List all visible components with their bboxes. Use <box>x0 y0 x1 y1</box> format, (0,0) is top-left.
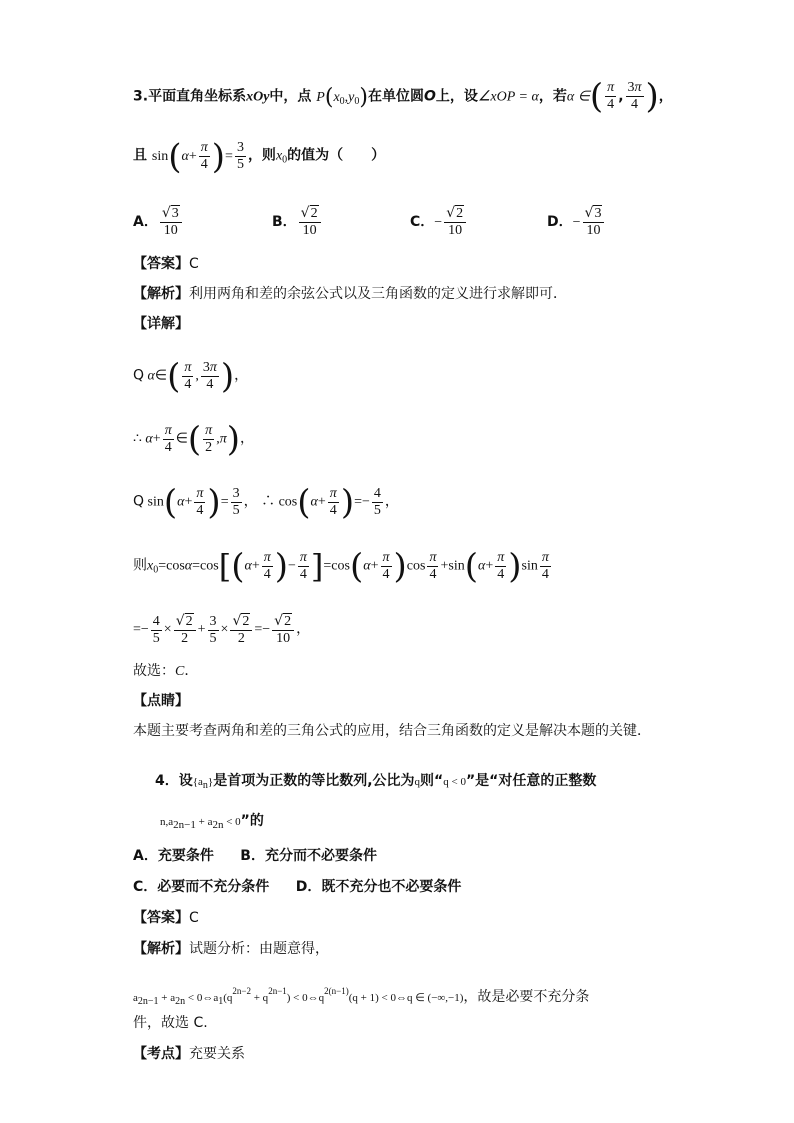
q3-option-b[interactable]: B． $\frac{√2}{10}$ <box>272 205 323 239</box>
q3-options <box>133 205 653 239</box>
q3-stem-text-d: 上，设 <box>435 88 478 105</box>
q4-formula-expr: $a2n-1 + a2n < 0\Leftrightarrow a1(q^{2n-2} + q^{2n-1})$ < $0\Leftrightarrow q^{2(n-1)}(q + 1)$ < 0⇔q ∈ (−∞,−1) <box>133 986 464 1007</box>
q3-answer <box>133 254 199 274</box>
q3-analysis-tag: 【解析】 <box>133 286 189 302</box>
q3-analysis <box>133 284 567 304</box>
q3-stem-text-c: 在单位圆 <box>367 88 424 105</box>
q3-answer-tag: 【答案】 <box>133 256 189 272</box>
q3-stem-line2: 且 sin(α+ $\frac{\pi}{4}$ )= $\frac{3}{5}$ ，则$x_0$的值为（ ） <box>133 136 386 177</box>
q3-stem-text-f: 且 <box>133 147 147 164</box>
q3-stem-text: 平面直角坐标系 <box>148 88 247 105</box>
q4-options-row1 <box>133 846 377 866</box>
q3-step-2: ∴ α+ $\frac{\pi}{4}$ ∈( $\frac{\pi}{2}$ ,π)， <box>133 419 254 460</box>
q4-option-b[interactable]: B．充分而不必要条件 <box>240 848 377 864</box>
q4-answer: 【答案】C <box>133 910 199 926</box>
q4-options-row2 <box>133 877 461 897</box>
q3-origin: O <box>423 88 436 105</box>
q4-stem-line1: 4．设{an}是首项为正数的等比数列,公比为q则“q < 0”是“对任意的正整数 <box>155 773 597 791</box>
q4-formula: $a2n-1 + a2n < 0\Leftrightarrow a1(q^{2n-2} + q^{2n-1})$ < $0\Leftrightarrow q^{2(n-1)}(q + 1)$ < 0⇔q ∈ (−∞,−1)，故是必要不充分条 <box>133 986 590 1007</box>
q3-stem-text-h: 的值为（ ） <box>287 147 386 164</box>
q3-comment: 本题主要考查两角和差的三角公式的应用，结合三角函数的定义是解决本题的关键． <box>133 723 651 739</box>
q3-step-3: Q sin(α+ $\frac{\pi}{4}$ )= $\frac{3}{5}$ ， ∴ cos(α+ $\frac{\pi}{4}$ )=− $\frac{4}{5}$ ， <box>133 482 399 523</box>
q3-step-5: =− $\frac{4}{5}$ × $\frac{√2}{2}$ + $\frac{3}{5}$ × $\frac{√2}{2}$ =− $\frac{√2}{10}$ ， <box>133 613 311 646</box>
q3-step-4: 则$x_0=\cos\alpha=\cos[(\alpha+$ $\frac{\pi}{4}$ )− $\frac{\pi}{4}$ ]=cos(α+ $\frac{\pi}{4}$ )cos $\frac{\pi}{4}$ +sin(α+ $\frac{\pi}{4}$ )sin $\frac{\pi}{4}$ <box>133 546 549 587</box>
q4-option-a[interactable]: A．充要条件 <box>133 848 214 864</box>
q3-sin-expr: sin(α+ $\frac{\pi}{4}$ )= $\frac{3}{5}$ <box>151 136 244 177</box>
q3-analysis-text: 利用两角和差的余弦公式以及三角函数的定义进行求解即可． <box>189 286 567 302</box>
q3-conclusion: 故选：C． <box>133 663 199 679</box>
q3-comment-tag: 【点睛】 <box>133 693 189 709</box>
q3-answer-value: C <box>189 256 199 272</box>
q3-stem-text-e: ，若 <box>538 88 567 105</box>
q3-option-c[interactable]: C．− $\frac{√2}{10}$ <box>410 205 468 239</box>
q3-angle: ∠xOP = α <box>477 89 539 105</box>
q3-detail-tag: 【详解】 <box>133 316 189 332</box>
q3-xoy: xOy <box>246 89 270 105</box>
q3-stem-text-b: 中，点 <box>269 88 312 105</box>
q3-stem-line1: 3.平面直角坐标系xOy中，点 $P(x_0,y_0)$在单位圆O上，设∠xOP = α，若α ∈( $\frac{\pi}{4}$ , $\frac{3\pi}{4}$ )， <box>133 76 673 117</box>
q3-step-1: Q α∈( $\frac{\pi}{4}$ , $\frac{3\pi}{4}$ )， <box>133 356 249 397</box>
q4-option-d[interactable]: D．既不充分也不必要条件 <box>295 879 462 895</box>
q3-alpha-in: α ∈ <box>566 89 590 105</box>
q3-option-a[interactable]: A． $\frac{√3}{10}$ <box>133 205 184 239</box>
q4-number: 4． <box>155 773 179 789</box>
q4-stem-line2: $n,a_{2n-1} + a_{2n} < 0$”的 <box>160 813 264 831</box>
q3-stem-text-g: ，则 <box>247 147 276 164</box>
q4-kaodian: 【考点】充要关系 <box>133 1046 245 1062</box>
q3-number: 3 <box>133 88 143 105</box>
q4-formula-line2: 件，故选 C. <box>133 1015 208 1031</box>
q4-option-c[interactable]: C．必要而不充分条件 <box>133 879 270 895</box>
q3-option-d[interactable]: D．− $\frac{√3}{10}$ <box>547 205 606 239</box>
q3-point-expr: $P(x_0,y_0)$ <box>316 84 368 110</box>
q4-analysis: 【解析】试题分析：由题意得， <box>133 941 329 957</box>
